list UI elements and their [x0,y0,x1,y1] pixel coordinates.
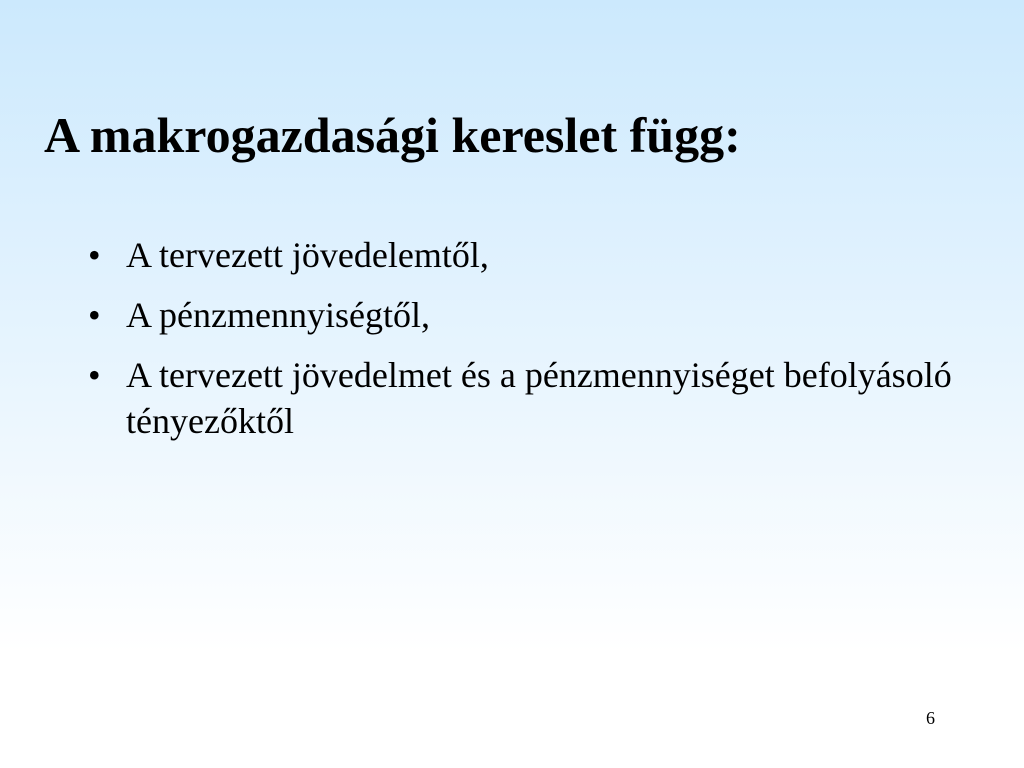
bullet-item-planned-income [80,232,980,278]
bullet-text: A tervezett jövedelemtől, [126,235,489,275]
bullet-marker: • [88,235,101,275]
bullet-list [80,232,980,458]
bullet-marker: • [88,295,101,335]
bullet-text: A pénzmennyiségtől, [126,295,430,335]
bullet-item-money-supply [80,292,980,338]
slide-title: A makrogazdasági kereslet függ: [44,107,741,163]
page-number: 6 [926,708,935,728]
bullet-item-influencing-factors [80,352,980,444]
bullet-text: A tervezett jövedelmet és a pénzmennyiséget befolyásoló tényezőktől [126,355,952,441]
bullet-marker: • [88,355,101,395]
